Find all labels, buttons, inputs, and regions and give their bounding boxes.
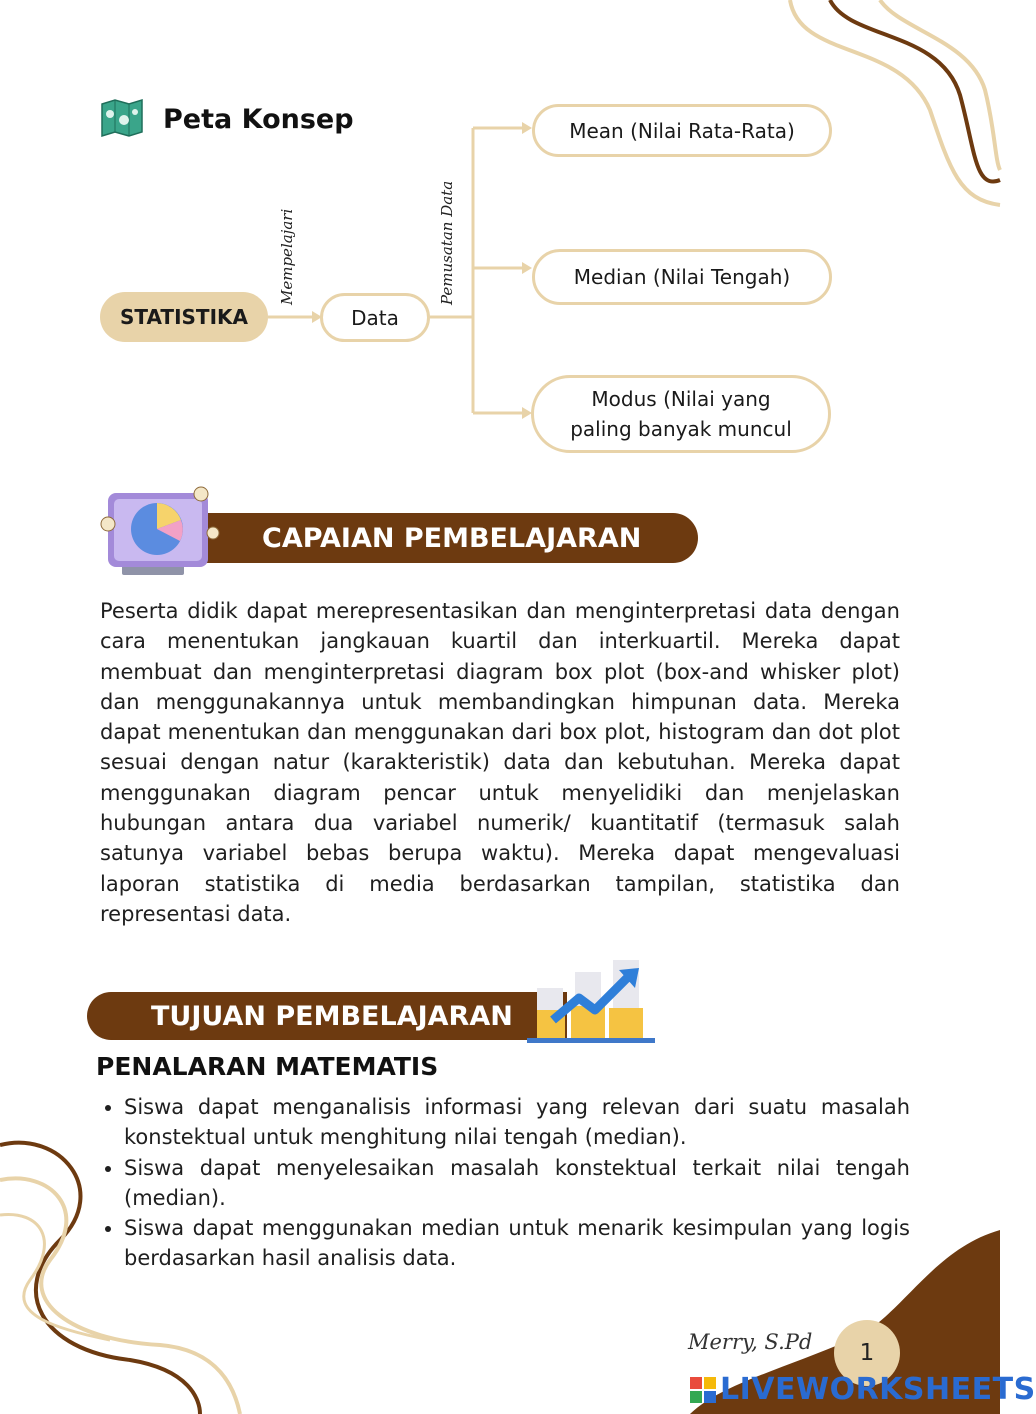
pie-chart-icon — [100, 487, 220, 579]
concept-node-data: Data — [320, 293, 430, 342]
objective-item: • Siswa dapat menggunakan median untuk menarik kesimpulan yang logis berdasarkan hasil analisis data. — [124, 1213, 910, 1274]
objective-item: • Siswa dapat menyelesaikan masalah konstektual terkait nilai tengah (median). — [124, 1153, 910, 1214]
tujuan-heading: TUJUAN PEMBELAJARAN — [151, 1000, 513, 1032]
tujuan-heading-banner — [87, 992, 567, 1040]
objective-item: • Siswa dapat menganalisis informasi yang relevan dari suatu masalah konstektual untuk menghitung nilai tengah (median). — [124, 1092, 910, 1153]
page-number: 1 — [859, 1340, 875, 1366]
map-icon — [100, 100, 144, 136]
liveworksheets-logo-icon — [690, 1377, 716, 1403]
concept-leaf-mean: Mean (Nilai Rata-Rata) — [532, 104, 832, 157]
author-signature: Merry, S.Pd — [688, 1330, 813, 1354]
capaian-heading-banner — [178, 513, 698, 563]
tujuan-subheading: PENALARAN MATEMATIS — [96, 1052, 439, 1081]
liveworksheets-watermark: LIVEWORKSHEETS — [720, 1372, 1036, 1407]
capaian-heading: CAPAIAN PEMBELAJARAN — [262, 522, 642, 554]
capaian-body: Peserta didik dapat merepresentasikan dan menginterpretasi data dengan cara menentukan jangkauan kuartil dan interkuartil. Mereka dapat membuat dan menginterpretasi diagram box plot (box-and whisker plot) dan menggunakannya untuk membandingkan himpunan data. Mereka dapat menentukan dan menggunakan dari box plot, histogram dan dot plot sesuai dengan natur (karakteristik) data dan kebutuhan. Mereka dapat menggunakan diagram pencar untuk menyelidiki dan menjelaskan hubungan antara dua variabel numerik/ kuantitatif (termasuk salah satunya variabel bebas berupa waktu). Mereka dapat mengevaluasi laporan statistika di media berdasarkan tampilan, statistika dan representasi data. — [100, 599, 900, 926]
edge-label-mempelajari: Mempelajari — [278, 208, 296, 305]
objectives-list — [100, 1092, 910, 1274]
concept-root-statistika: STATISTIKA — [100, 292, 268, 342]
page-title: Peta Konsep — [163, 104, 354, 135]
growth-chart-icon — [527, 958, 655, 1046]
edge-label-pemusatan-data: Pemusatan Data — [438, 180, 456, 305]
concept-leaf-modus: Modus (Nilai yang paling banyak muncul — [531, 375, 831, 453]
concept-leaf-median: Median (Nilai Tengah) — [532, 249, 832, 305]
